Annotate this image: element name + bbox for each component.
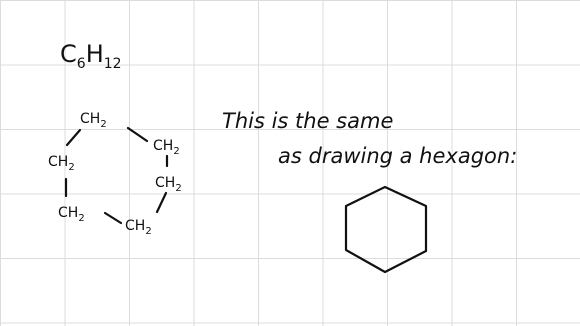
ring-carbon-lower-left: $CH_2$ [58,205,85,224]
bond-bottom-to-lower-left [105,213,121,223]
bond-lower-right-to-bottom [157,193,166,212]
ring-bonds [66,128,167,223]
molecular-formula: $C_6H_{12}$ [60,40,122,72]
note-line-2: as drawing a hexagon: [278,144,518,168]
ring-carbon-upper-right: $CH_2$ [153,138,180,157]
ring-carbon-lower-right: $CH_2$ [155,175,182,194]
ring-carbon-upper-left: $CH_2$ [48,154,75,173]
hexagon-shape [346,187,426,272]
ring-carbon-top: $CH_2$ [80,111,107,130]
ring-carbon-bottom: $CH_2$ [125,218,152,237]
bond-upper-left-to-top [67,130,80,145]
note-line-1: This is the same [222,109,394,133]
bond-top-to-upper-right [128,128,147,141]
